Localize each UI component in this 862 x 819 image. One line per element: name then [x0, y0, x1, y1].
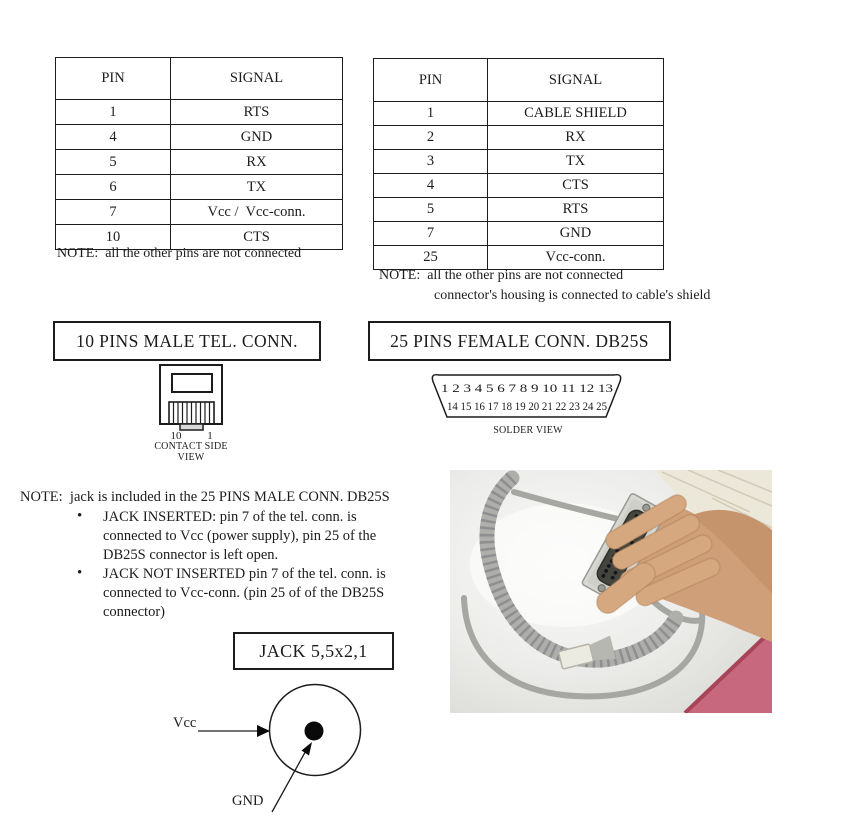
db25-pin-row-2: 14 15 16 17 18 19 20 21 22 23 24 25 — [447, 401, 608, 413]
pin-column-header: PIN — [56, 58, 171, 100]
signal-cell: TX — [171, 175, 343, 200]
table-row — [56, 125, 343, 150]
pin-cell: 4 — [374, 174, 488, 198]
signal-cell: RX — [171, 150, 343, 175]
tel-conn-label-box: 10 PINS MALE TEL. CONN. — [53, 321, 321, 361]
cable-photo — [450, 470, 772, 713]
pin-cell: 3 — [374, 150, 488, 174]
signal-cell: RTS — [488, 198, 664, 222]
table-row — [374, 102, 664, 126]
jack-note-list — [75, 508, 395, 622]
table-row — [374, 126, 664, 150]
signal-cell: GND — [488, 222, 664, 246]
signal-cell: CTS — [488, 174, 664, 198]
signal-cell: TX — [488, 150, 664, 174]
signal-cell: RTS — [171, 100, 343, 125]
db25-diagram-caption: SOLDER VIEW — [493, 425, 563, 436]
pin-column-header: PIN — [374, 59, 488, 102]
signal-column-header: SIGNAL — [171, 58, 343, 100]
table-header-row — [56, 58, 343, 100]
tel-conn-diagram — [150, 362, 240, 434]
table-header-row — [374, 59, 664, 102]
table-row — [56, 175, 343, 200]
jack-note-bullet-not-inserted: • JACK NOT INSERTED pin 7 of the tel. conn. is connected to Vcc-conn. (pin 25 of of the DB25S connector) — [75, 565, 395, 622]
tel-diagram-caption: CONTACT SIDE VIEW — [154, 441, 228, 463]
jack-pinout-diagram — [140, 665, 400, 817]
db25-table-note-line2: connector's housing is connected to cable's shield — [434, 288, 711, 303]
pin-cell: 6 — [56, 175, 171, 200]
signal-cell: CTS — [171, 225, 343, 250]
table-row — [374, 150, 664, 174]
table-row — [56, 200, 343, 225]
signal-cell: RX — [488, 126, 664, 150]
jack-label-box: JACK 5,5x2,1 — [233, 632, 394, 670]
pin-cell: 1 — [56, 100, 171, 125]
tel-conn-pin-table — [55, 57, 343, 250]
table-row — [374, 174, 664, 198]
signal-cell: Vcc-conn. — [488, 246, 664, 270]
db25-solder-view-diagram — [423, 372, 633, 424]
pin-cell: 5 — [374, 198, 488, 222]
tel-pin-1-label: 1 — [207, 430, 213, 442]
signal-cell: Vcc / Vcc-conn. — [171, 200, 343, 225]
table-row — [56, 100, 343, 125]
vcc-label: Vcc — [173, 715, 197, 731]
pin-cell: 25 — [374, 246, 488, 270]
tel-conn-contact-pins — [174, 402, 210, 424]
signal-column-header: SIGNAL — [488, 59, 664, 102]
tel-table-note: NOTE: all the other pins are not connected — [57, 246, 302, 261]
signal-cell: CABLE SHIELD — [488, 102, 664, 126]
db25-table-note-line1: NOTE: all the other pins are not connected — [379, 268, 624, 283]
pin-cell: 2 — [374, 126, 488, 150]
table-row — [374, 222, 664, 246]
pin-cell: 5 — [56, 150, 171, 175]
table-row — [374, 246, 664, 270]
gnd-label: GND — [232, 793, 264, 809]
pin-cell: 4 — [56, 125, 171, 150]
pin-cell: 1 — [374, 102, 488, 126]
gnd-arrowhead — [302, 742, 313, 756]
tel-conn-window — [172, 374, 212, 392]
db25-pin-row-1: 1 2 3 4 5 6 7 8 9 10 11 12 13 — [441, 383, 614, 395]
pin-cell: 7 — [374, 222, 488, 246]
table-row — [374, 198, 664, 222]
signal-cell: GND — [171, 125, 343, 150]
jack-note-bullet-inserted: • JACK INSERTED: pin 7 of the tel. conn. is connected to Vcc (power supply), pin 25 of the DB25S connector is left open. — [75, 508, 395, 565]
db25-conn-label-box: 25 PINS FEMALE CONN. DB25S — [368, 321, 671, 361]
pin-cell: 10 — [56, 225, 171, 250]
tel-pin-10-label: 10 — [170, 430, 182, 442]
jack-center-pin-dot — [305, 722, 324, 741]
table-row — [56, 150, 343, 175]
vcc-arrowhead — [257, 725, 270, 737]
jack-note-heading: NOTE: jack is included in the 25 PINS MALE CONN. DB25S — [20, 489, 390, 505]
db25-pin-table — [373, 58, 664, 270]
pin-cell: 7 — [56, 200, 171, 225]
